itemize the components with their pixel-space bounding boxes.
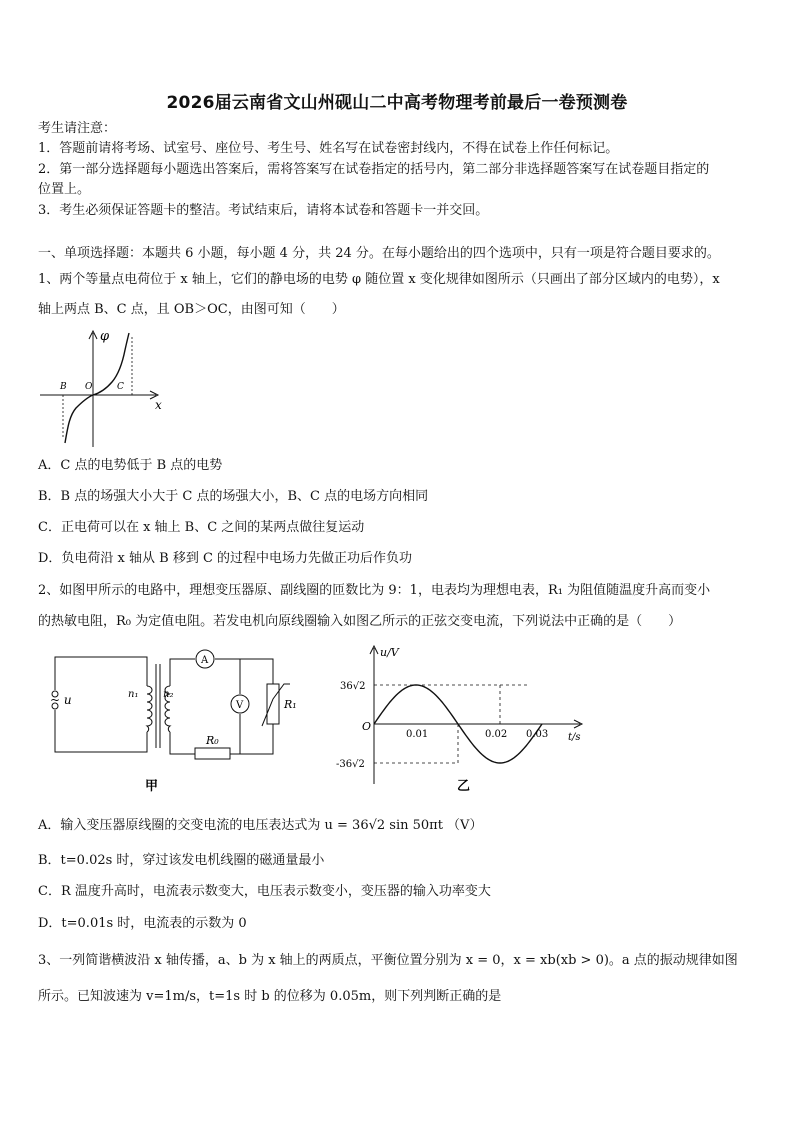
tick-label: 0.02 bbox=[485, 729, 508, 740]
x-axis-label: x bbox=[155, 398, 162, 412]
question-1-stem: 1、两个等量点电荷位于 x 轴上，它们的静电场的电势 φ 随位置 x 变化规律如图所示（只画出了部分区域内的电势），x bbox=[38, 272, 720, 287]
origin-label: O bbox=[85, 382, 93, 392]
option-b: B．B 点的场强大小大于 C 点的场强大小，B、C 点的电场方向相同 bbox=[38, 489, 429, 504]
notice-heading: 考生请注意： bbox=[38, 121, 117, 136]
u-axis-label: u/V bbox=[380, 646, 399, 659]
source-label: ~ u bbox=[50, 693, 72, 707]
section-heading: 一、单项选择题：本题共 6 小题，每小题 4 分，共 24 分。在每小题给出的四个选项中，只有一项是符合题目要求的。 bbox=[38, 246, 720, 261]
origin-label: O bbox=[362, 720, 372, 733]
potential-graph bbox=[38, 325, 173, 450]
question-3-stem: 3、一列简谐横波沿 x 轴传播，a、b 为 x 轴上的两质点，平衡位置分别为 x = 0，x = xb(xb > 0)。a 点的振动规律如图 bbox=[38, 953, 738, 968]
r1-label: R₁ bbox=[284, 698, 297, 711]
option-d: D．t=0.01s 时，电流表的示数为 0 bbox=[38, 916, 247, 931]
notice-item: 1．答题前请将考场、试室号、座位号、考生号、姓名写在试卷密封线内，不得在试卷上作任何标记。 bbox=[38, 141, 619, 156]
t-axis-label: t/s bbox=[568, 732, 581, 743]
umin-label: -36√2 bbox=[336, 759, 365, 770]
transformer-circuit bbox=[40, 644, 297, 794]
r0-label: R₀ bbox=[206, 734, 219, 747]
point-c-label: C bbox=[117, 382, 124, 392]
ammeter-label: A bbox=[201, 655, 209, 666]
question-2-stem: 的热敏电阻，R₀ 为定值电阻。若发电机向原线圈输入如图乙所示的正弦交变电流，下列说法中正确的是（ ） bbox=[38, 614, 682, 629]
n1-label: n₁ bbox=[128, 689, 139, 700]
caption-yi: 乙 bbox=[457, 779, 471, 794]
page-title: 2026届云南省文山州砚山二中高考物理考前最后一卷预测卷 bbox=[166, 93, 628, 113]
option-b: B．t=0.02s 时，穿过该发电机线圈的磁通量最小 bbox=[38, 853, 325, 868]
question-1-stem: 轴上两点 B、C 点，且 OB＞OC，由图可知（ ） bbox=[38, 302, 345, 317]
voltmeter-label: V bbox=[236, 700, 244, 711]
question-3-stem: 所示。已知波速为 v=1m/s，t=1s 时 b 的位移为 0.05m，则下列判断正确的是 bbox=[38, 989, 502, 1004]
voltage-waveform bbox=[330, 644, 590, 794]
point-b-label: B bbox=[60, 382, 67, 392]
notice-item: 位置上。 bbox=[38, 182, 91, 197]
question-2-stem: 2、如图甲所示的电路中，理想变压器原、副线圈的匝数比为 9：1，电表均为理想电表，R₁ 为阻值随温度升高而变小 bbox=[38, 583, 711, 598]
phi-axis-label: φ bbox=[100, 329, 110, 344]
umax-label: 36√2 bbox=[340, 681, 366, 692]
option-d: D．负电荷沿 x 轴从 B 移到 C 的过程中电场力先做正功后作负功 bbox=[38, 551, 413, 566]
notice-item: 2．第一部分选择题每小题选出答案后，需将答案写在试卷指定的括号内，第二部分非选择题答案写在试卷题目指定的 bbox=[38, 162, 710, 177]
tick-label: 0.01 bbox=[406, 729, 429, 740]
option-a: A．C 点的电势低于 B 点的电势 bbox=[38, 458, 223, 473]
option-c: C．R 温度升高时，电流表示数变大，电压表示数变小，变压器的输入功率变大 bbox=[38, 884, 491, 899]
caption-jia: 甲 bbox=[145, 779, 159, 794]
n2-label: n₂ bbox=[163, 689, 174, 700]
option-a: A．输入变压器原线圈的交变电流的电压表达式为 u = 36√2 sin 50πt （V） bbox=[38, 818, 483, 833]
option-c: C．正电荷可以在 x 轴上 B、C 之间的某两点做往复运动 bbox=[38, 520, 365, 535]
tick-label: 0.03 bbox=[526, 729, 549, 740]
notice-item: 3．考生必须保证答题卡的整洁。考试结束后，请将本试卷和答题卡一并交回。 bbox=[38, 203, 489, 218]
